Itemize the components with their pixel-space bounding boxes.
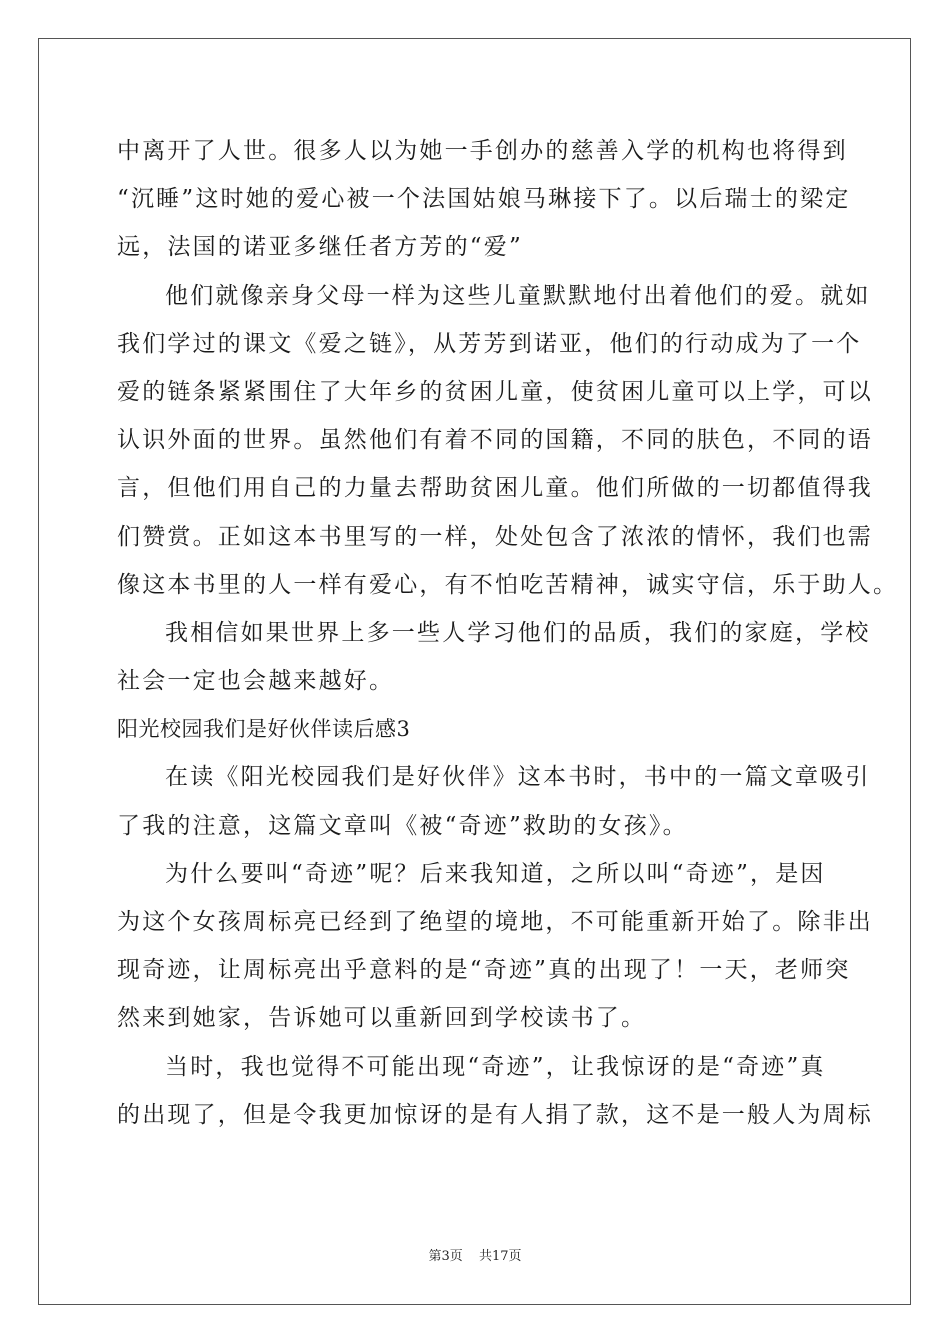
paragraph-start-line: 我相信如果世界上多一些人学习他们的品质，我们的家庭，学校	[165, 619, 871, 646]
text-line: 我们学过的课文《爱之链》，从芳芳到诺亚，他们的行动成为了一个	[117, 330, 862, 357]
text-line: 然来到她家，告诉她可以重新回到学校读书了。	[117, 1005, 647, 1032]
text-line: 社会一定也会越来越好。	[117, 668, 395, 695]
text-line: 中离开了人世。很多人以为她一手创办的慈善入学的机构也将得到	[117, 138, 848, 164]
paragraph-start-line: 当时，我也觉得不可能出现“奇迹”，让我惊讶的是“奇迹”真	[165, 1053, 826, 1080]
page-footer	[0, 1245, 950, 1264]
text-line: 现奇迹，让周标亮出乎意料的是“奇迹”真的出现了！一天，老师突	[117, 957, 851, 984]
text-line: 爱的链条紧紧围住了大年乡的贫困儿童，使贫困儿童可以上学，可以	[117, 378, 873, 405]
text-line: 了我的注意，这篇文章叫《被“奇迹”救助的女孩》。	[117, 812, 688, 839]
paragraph-start-line: 为什么要叫“奇迹”呢？后来我知道，之所以叫“奇迹”，是因	[165, 860, 826, 887]
paragraph-start-line: 他们就像亲身父母一样为这些儿童默默地付出着他们的爱。就如	[165, 282, 871, 309]
text-line: 远，法国的诺亚多继任者方芳的“爱”	[117, 234, 523, 261]
page-number-total: 共17页	[478, 1249, 522, 1264]
document-body	[117, 127, 899, 1139]
text-line: 的出现了，但是令我更加惊讶的是有人捐了款，这不是一般人为周标	[117, 1101, 873, 1128]
text-line: 认识外面的世界。虽然他们有着不同的国籍，不同的肤色，不同的语	[117, 427, 873, 454]
text-line: 为这个女孩周标亮已经到了绝望的境地，不可能重新开始了。除非出	[117, 909, 873, 935]
page-number-current: 第3页	[428, 1249, 463, 1264]
section-heading: 阳光校园我们是好伙伴读后感3	[117, 717, 411, 742]
text-line: 言，但他们用自己的力量去帮助贫困儿童。他们所做的一切都值得我	[117, 475, 873, 502]
text-line: 像这本书里的人一样有爱心，有不怕吃苦精神，诚实守信，乐于助人。	[117, 571, 899, 598]
paragraph-start-line: 在读《阳光校园我们是好伙伴》这本书时，书中的一篇文章吸引	[165, 764, 871, 791]
text-line: “沉睡”这时她的爱心被一个法国姑娘马琳接下了。以后瑞士的梁定	[117, 186, 851, 213]
text-line: 们赞赏。正如这本书里写的一样，处处包含了浓浓的情怀，我们也需	[117, 523, 873, 550]
